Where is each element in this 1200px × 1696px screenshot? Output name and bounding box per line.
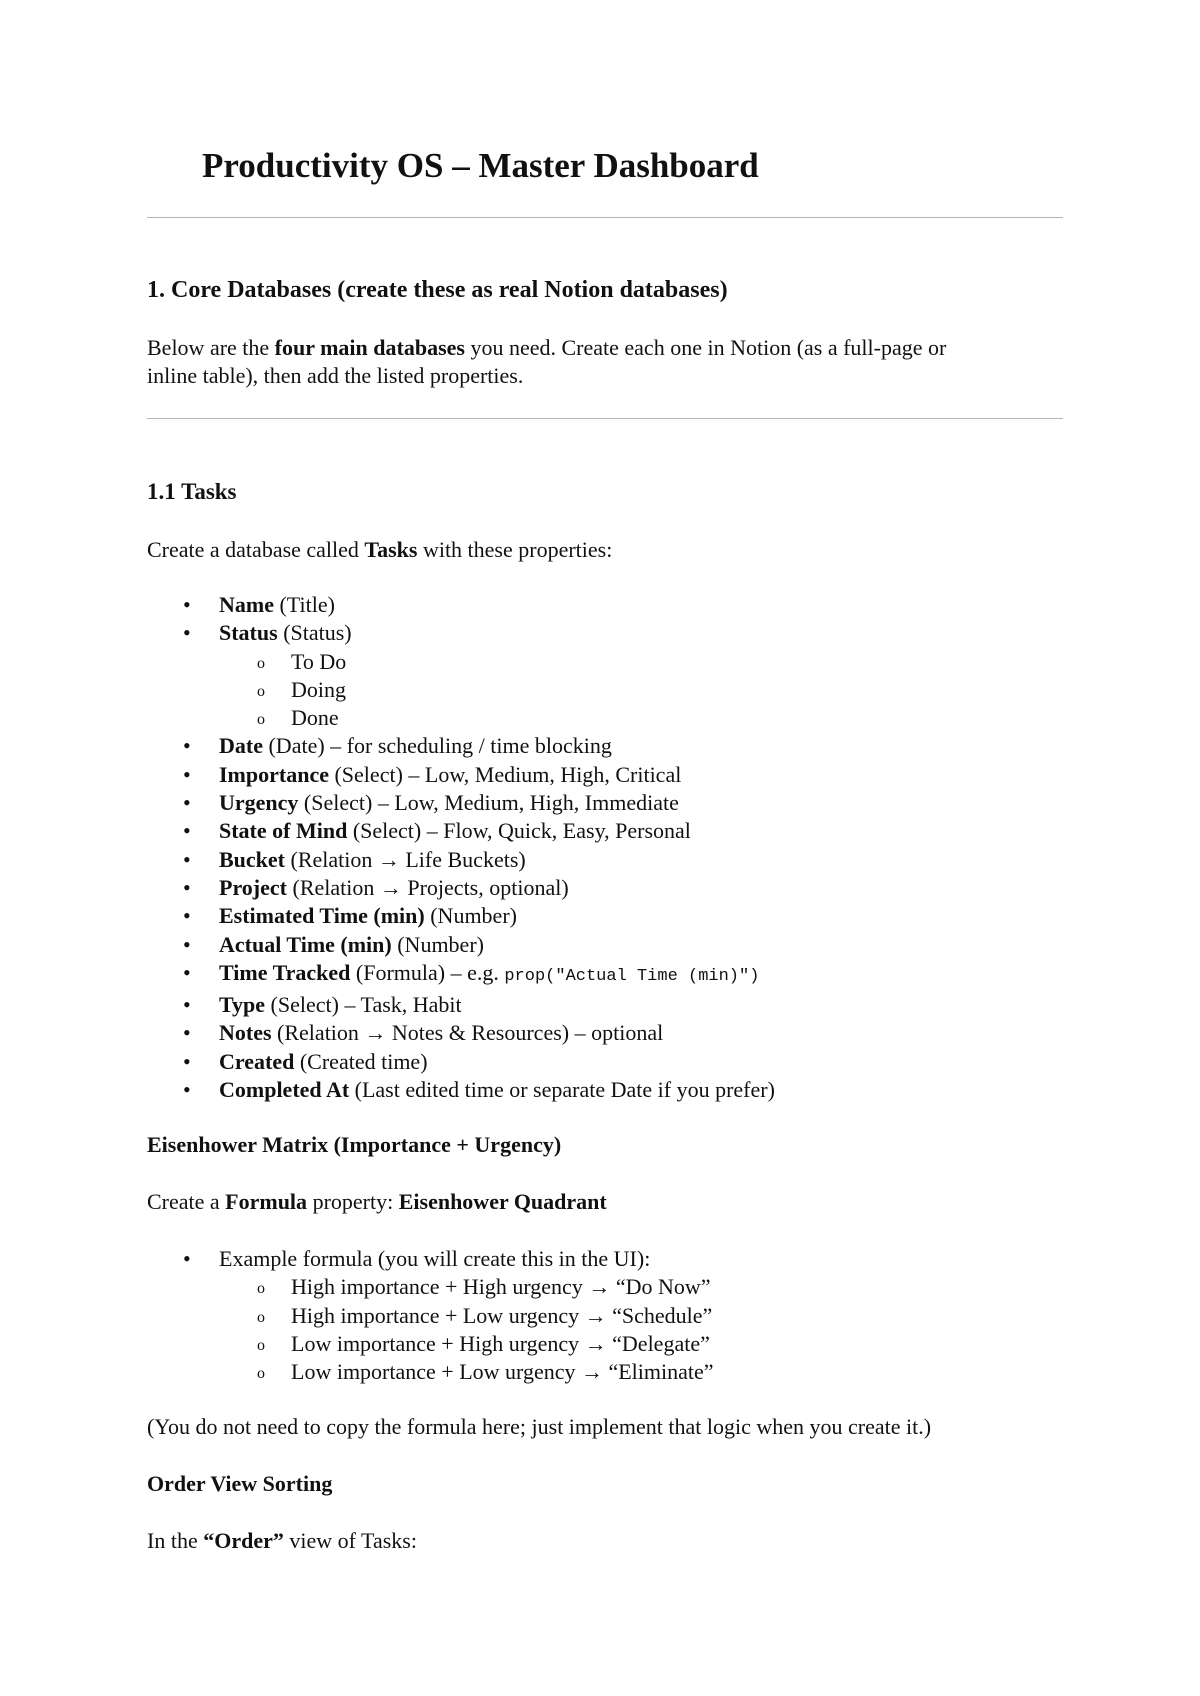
eisenhower-rules-list bbox=[219, 1273, 1047, 1386]
property-name: Actual Time (min) bbox=[219, 931, 392, 957]
list-item bbox=[147, 761, 1047, 789]
list-item bbox=[147, 1048, 1047, 1076]
list-item bbox=[147, 619, 1047, 732]
section-heading-tasks: 1.1 Tasks bbox=[147, 479, 237, 504]
property-name: Type bbox=[219, 992, 266, 1018]
list-item bbox=[147, 991, 1047, 1019]
status-options-list bbox=[219, 648, 1047, 733]
list-item bbox=[147, 846, 1047, 874]
order-view-heading: Order View Sorting bbox=[147, 1471, 333, 1496]
property-name: State of Mind bbox=[219, 818, 348, 844]
eisenhower-list bbox=[147, 1245, 1047, 1386]
property-desc: (Number) bbox=[391, 931, 484, 957]
list-item: o High importance + High urgency → “Do Now” bbox=[219, 1273, 1047, 1301]
list-item: o Doing bbox=[219, 676, 1047, 704]
list-item bbox=[147, 874, 1047, 902]
property-desc: (Status) bbox=[277, 620, 352, 646]
bold-text: “Order” bbox=[203, 1528, 284, 1553]
property-name: Estimated Time (min) bbox=[219, 903, 425, 929]
list-item bbox=[147, 789, 1047, 817]
property-name: Project bbox=[219, 874, 287, 900]
list-item bbox=[147, 591, 1047, 619]
tasks-intro: Create a database called Tasks with these properties: bbox=[147, 537, 613, 562]
property-name: Status bbox=[219, 620, 278, 646]
formula-code: prop("Actual Time (min)") bbox=[504, 966, 760, 986]
property-desc: (Last edited time or separate Date if you prefer) bbox=[349, 1077, 775, 1103]
eisenhower-note: (You do not need to copy the formula here; just implement that logic when you create it.) bbox=[147, 1414, 932, 1439]
section-heading-core-databases: 1. Core Databases (create these as real Notion databases) bbox=[147, 277, 728, 303]
eisenhower-line: Create a Formula property: Eisenhower Quadrant bbox=[147, 1189, 607, 1214]
property-desc: (Select) – Task, Habit bbox=[265, 992, 462, 1018]
property-desc: (Select) – Flow, Quick, Easy, Personal bbox=[347, 818, 691, 844]
property-desc: (Title) bbox=[273, 592, 335, 617]
list-item bbox=[147, 959, 1047, 991]
property-name: Urgency bbox=[219, 790, 299, 816]
page-title: Productivity OS – Master Dashboard bbox=[202, 146, 759, 185]
property-desc: (Relation → Notes & Resources) – optional bbox=[271, 1020, 664, 1046]
property-desc: (Date) – for scheduling / time blocking bbox=[262, 733, 612, 759]
tasks-properties-list bbox=[147, 591, 1047, 1104]
list-item: o Low importance + High urgency → “Delegate” bbox=[219, 1330, 1047, 1358]
property-name: Importance bbox=[219, 761, 329, 787]
property-name: Bucket bbox=[219, 846, 285, 872]
order-view-line: In the “Order” view of Tasks: bbox=[147, 1528, 417, 1553]
list-item bbox=[147, 1076, 1047, 1104]
bold-text: Tasks bbox=[364, 537, 418, 562]
property-name: Time Tracked bbox=[219, 959, 351, 985]
divider bbox=[147, 217, 1063, 218]
property-name: Completed At bbox=[219, 1077, 350, 1103]
property-desc: (Formula) – e.g. bbox=[350, 959, 505, 985]
property-desc: (Created time) bbox=[294, 1048, 428, 1074]
property-desc: (Select) – Low, Medium, High, Critical bbox=[328, 761, 682, 787]
list-item: o High importance + Low urgency → “Schedule” bbox=[219, 1302, 1047, 1330]
property-name: Created bbox=[219, 1048, 295, 1074]
eisenhower-heading: Eisenhower Matrix (Importance + Urgency) bbox=[147, 1132, 562, 1157]
divider bbox=[147, 418, 1063, 419]
section-intro: Below are the four main databases you need. Create each one in Notion (as a full-page or bbox=[147, 335, 947, 360]
property-desc: (Number) bbox=[424, 903, 517, 929]
list-item bbox=[147, 732, 1047, 760]
property-desc: (Relation → Life Buckets) bbox=[285, 846, 526, 872]
list-item bbox=[147, 902, 1047, 930]
property-name: Date bbox=[219, 733, 263, 759]
bold-text: four main databases bbox=[274, 335, 465, 360]
section-intro-line2: inline table), then add the listed properties. bbox=[147, 363, 524, 388]
bold-text: Formula bbox=[225, 1189, 308, 1214]
list-item bbox=[147, 1019, 1047, 1047]
list-item: o Done bbox=[219, 704, 1047, 732]
property-desc: (Select) – Low, Medium, High, Immediate bbox=[298, 790, 679, 816]
list-item: o To Do bbox=[219, 648, 1047, 676]
property-desc: (Relation → Projects, optional) bbox=[287, 874, 569, 900]
list-item: • Example formula (you will create this in the UI): o High importance + High urgency → “Do Now” o High importance + Low urgency → “Schedule” o Low importance + High urgency → “Delegate” o Low importance + Low urgency → “Eliminate” bbox=[147, 1245, 1047, 1386]
list-item bbox=[147, 817, 1047, 845]
list-item: o Low importance + Low urgency → “Eliminate” bbox=[219, 1358, 1047, 1386]
property-name: Notes bbox=[219, 1020, 272, 1046]
list-item bbox=[147, 931, 1047, 959]
bold-text: Eisenhower Quadrant bbox=[398, 1189, 607, 1214]
property-name: Name bbox=[219, 592, 274, 617]
